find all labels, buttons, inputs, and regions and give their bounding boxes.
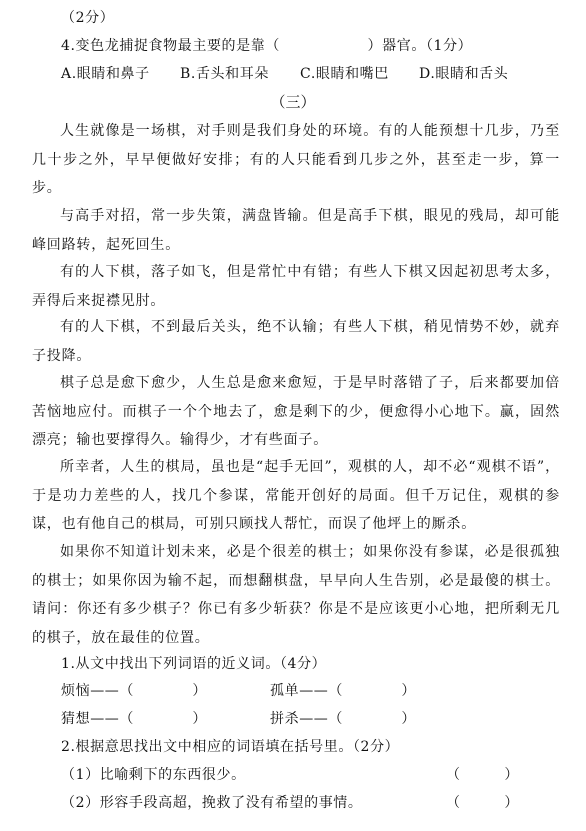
passage-paragraph: 如果你不知道计划未来，必是个很差的棋士；如果你没有参谋，必是很孤独的棋士；如果你因为输不起，而想翻棋盘，早早向人生告别，必是最傻的棋士。请问：你还有多少棋子？你已有多少斩获？你是不是应该更小心地，把所剩无几的棋子，放在最佳的位置。 (32, 544, 560, 646)
option-c: C.眼睛和嘴巴 (300, 66, 389, 82)
synonym-blank[interactable]: 孤单——（ ） (270, 683, 416, 699)
synonym-blank[interactable]: 拼杀——（ ） (270, 711, 416, 727)
passage-paragraph: 有的人下棋，不到最后关头，绝不认输；有些人下棋，稍见情势不妙，就弃子投降。 (32, 319, 560, 364)
answer-blank[interactable]: （ ） (446, 767, 519, 783)
passage-paragraph: 所幸者，人生的棋局，虽也是“起手无回”，观棋的人，却不必“观棋不语”，于是功力差些的人，找几个参谋，常能开创好的局面。但千万记住，观棋的参谋，也有他自己的棋局，可别只顾找人帮忙，而误了他坪上的厮杀。 (32, 459, 560, 532)
passage-paragraph: 有的人下棋，落子如飞，但是常忙中有错；有些人下棋又因起初思考太多，弄得后来捉襟见肘。 (32, 264, 560, 309)
option-a: A.眼睛和鼻子 (61, 66, 150, 82)
passage-paragraph: 人生就像是一场棋，对手则是我们身处的环境。有的人能预想十几步，乃至几十步之外，早早便做好安排；有的人只能看到几步之外，甚至走一步，算一步。 (32, 123, 560, 196)
prev-question-score: （2分） (61, 10, 115, 26)
passage-paragraph: 棋子总是愈下愈少，人生总是愈来愈短，于是早时落错了子，后来都要加倍苦恼地应付。而棋子一个个地去了，愈是剩下的少，便愈得小心地下。赢，固然漂亮；输也要撑得久。输得少，才有些面子。 (32, 375, 560, 448)
section-title: （三） (270, 93, 316, 111)
definition-item: （2）形容手段高超，挽救了没有希望的事情。 (61, 795, 363, 811)
option-d: D.眼睛和舌头 (419, 66, 509, 82)
question-1-stem: 1.从文中找出下列词语的近义词。（4分） (61, 656, 327, 672)
question-4-stem: 4.变色龙捕捉食物最主要的是靠（ ）器官。（1分） (61, 38, 473, 54)
synonym-blank[interactable]: 烦恼——（ ） (61, 683, 207, 699)
question-2-stem: 2.根据意思找出文中相应的词语填在括号里。（2分） (61, 739, 400, 755)
answer-blank[interactable]: （ ） (446, 795, 519, 811)
definition-item: （1）比喻剩下的东西很少。 (61, 767, 246, 783)
option-b: B.舌头和耳朵 (180, 66, 269, 82)
passage-paragraph: 与高手对招，常一步失策，满盘皆输。但是高手下棋，眼见的残局，却可能峰回路转，起死回生。 (32, 208, 560, 253)
synonym-blank[interactable]: 猜想——（ ） (61, 711, 207, 727)
